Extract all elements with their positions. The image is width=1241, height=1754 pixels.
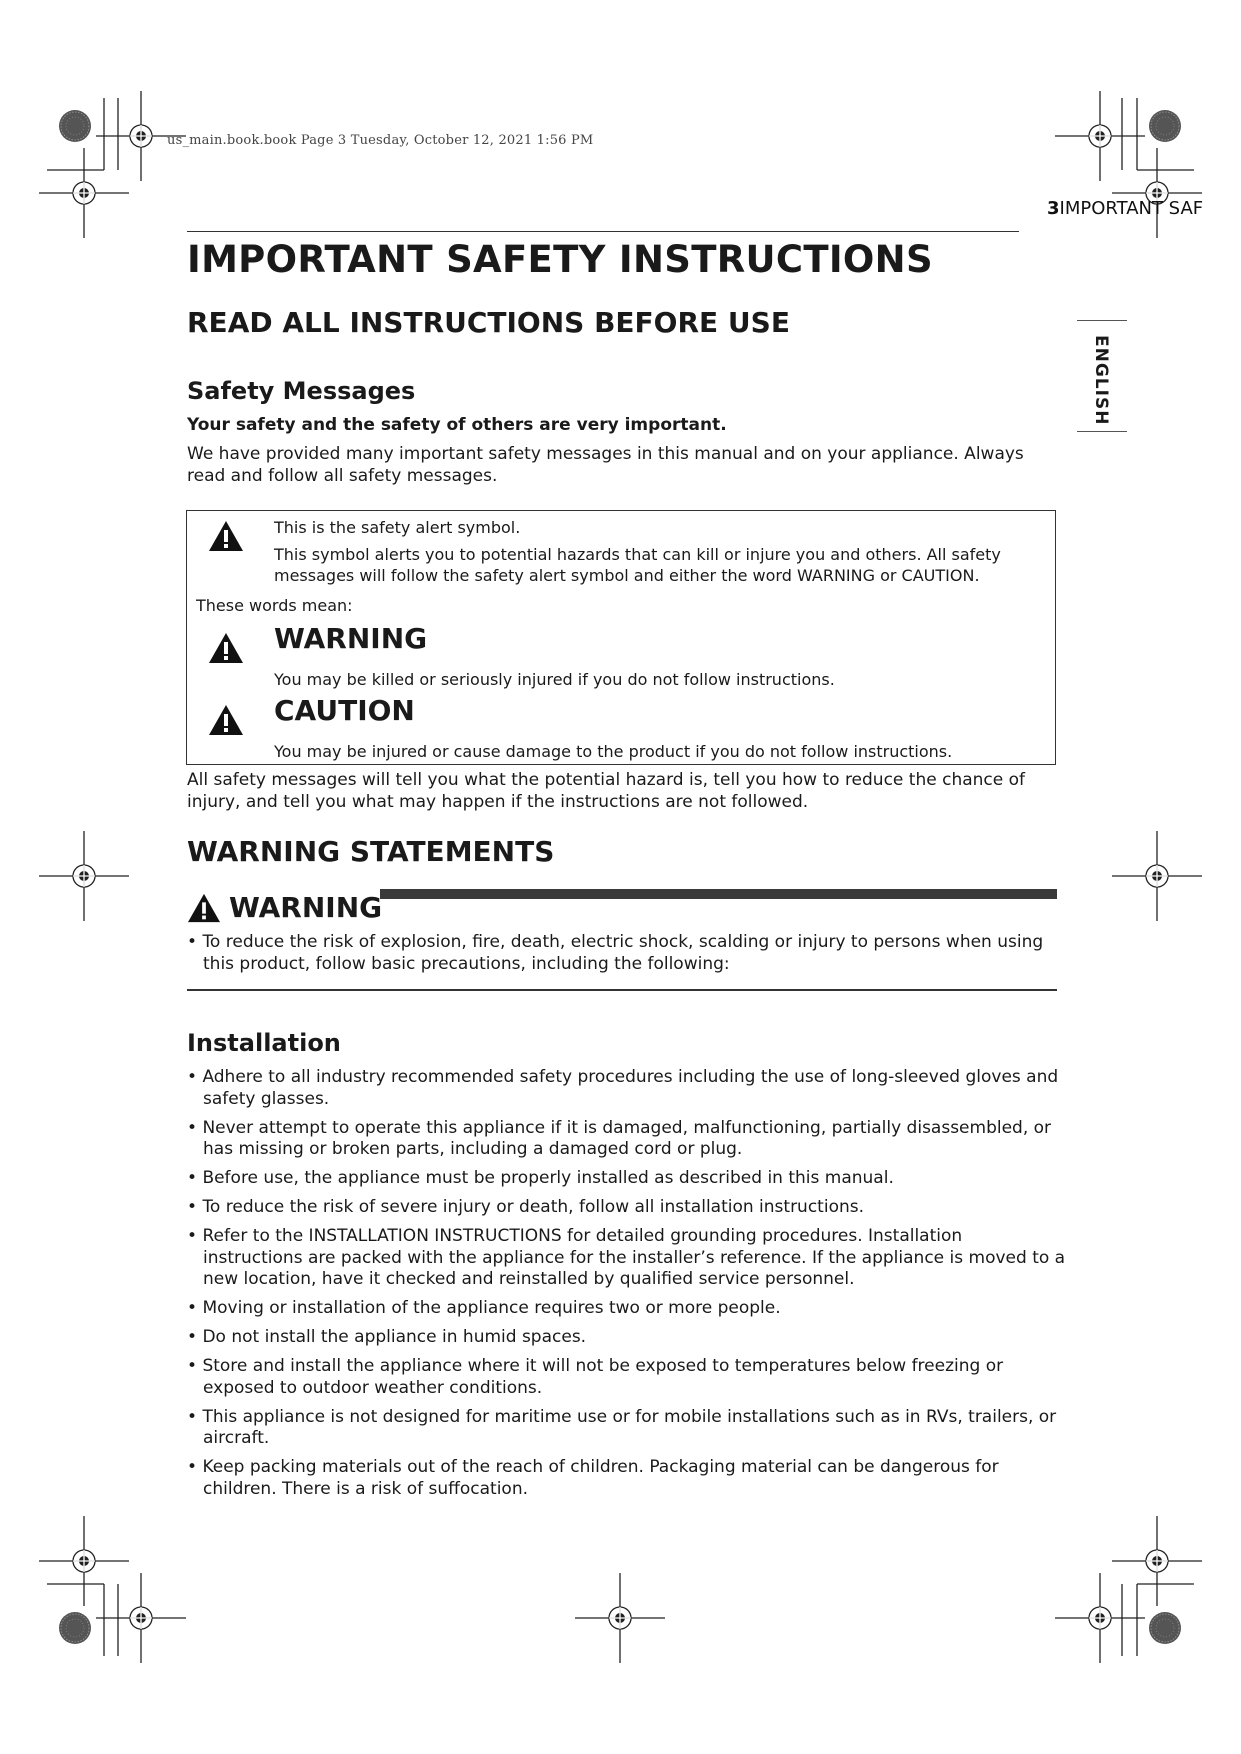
symbol-description: This symbol alerts you to potential hazards that can kill or injure you and others. All safety messages will follow the safety alert symbol and either the word WARNING or CAUTION. — [274, 545, 1001, 585]
list-item: • Moving or installation of the appliance requires two or more people. — [187, 1298, 1067, 1320]
list-item: • Keep packing materials out of the reach of children. Packaging material can be dangerous for children. There is a risk of suffocation. — [187, 1457, 1067, 1500]
safety-alert-icon — [208, 519, 244, 553]
language-tab-label: ENGLISH — [1091, 335, 1111, 426]
warning-statements-heading: WARNING STATEMENTS — [187, 835, 555, 868]
list-item: • This appliance is not designed for maritime use or for mobile installations such as in RVs, trailers, or aircraft. — [187, 1407, 1067, 1450]
safety-messages-heading: Safety Messages — [187, 377, 416, 405]
safety-alert-box — [186, 510, 1056, 765]
warning-bar — [380, 889, 1057, 899]
warning-label — [187, 891, 382, 924]
list-item: • Refer to the INSTALLATION INSTRUCTIONS for detailed grounding procedures. Installation instructions are packed with the appliance for the installer’s reference. If the appliance is moved to a new location, have it checked and reinstalled by qualified service personnel. — [187, 1226, 1067, 1291]
running-header — [1047, 198, 1207, 226]
warning-bullet-text: To reduce the risk of explosion, fire, death, electric shock, scalding or injury to persons when using this product, follow basic precautions, including the following: — [202, 932, 1044, 974]
list-item: • Store and install the appliance where it will not be exposed to temperatures below freezing or exposed to outdoor weather conditions. — [187, 1356, 1067, 1399]
caution-description: You may be injured or cause damage to the product if you do not follow instructions. — [274, 742, 953, 761]
warning-alert-icon — [208, 631, 244, 665]
caution-word: CAUTION — [274, 694, 415, 727]
page-number: 3 — [1047, 198, 1060, 219]
list-item: • Never attempt to operate this appliance if it is damaged, malfunctioning, partially disassembled, or has missing or broken parts, including a damaged cord or plug. — [187, 1118, 1067, 1161]
caution-alert-icon — [208, 703, 244, 737]
header-rule — [187, 231, 1019, 232]
warning-rule — [187, 989, 1057, 991]
warning-bullet: • To reduce the risk of explosion, fire, death, electric shock, scalding or injury to persons when using this product, follow basic precautions, including the following: — [187, 932, 1044, 974]
installation-heading: Installation — [187, 1029, 341, 1057]
list-item: • To reduce the risk of severe injury or death, follow all installation instructions. — [187, 1197, 1067, 1219]
warning-triangle-icon — [187, 892, 221, 924]
warning-label-text: WARNING — [229, 891, 383, 924]
installation-list — [187, 1067, 1067, 1508]
running-header-section: IMPORTANT SAF — [1059, 198, 1204, 219]
list-item: • Adhere to all industry recommended safety procedures including the use of long-sleeved gloves and safety glasses. — [187, 1067, 1067, 1110]
safety-intro: We have provided many important safety messages in this manual and on your appliance. Always read and follow all safety messages. — [187, 444, 1024, 486]
list-item: • Do not install the appliance in humid spaces. — [187, 1327, 1067, 1349]
page-subtitle: READ ALL INSTRUCTIONS BEFORE USE — [187, 306, 790, 339]
list-item: • Before use, the appliance must be properly installed as described in this manual. — [187, 1168, 1067, 1190]
words-mean: These words mean: — [196, 596, 353, 615]
warning-description: You may be killed or seriously injured if you do not follow instructions. — [274, 670, 835, 689]
print-info: us_main.book.book Page 3 Tuesday, October 12, 2021 1:56 PM — [167, 133, 594, 148]
safety-lead: Your safety and the safety of others are very important. — [187, 415, 727, 435]
symbol-line: This is the safety alert symbol. — [274, 518, 521, 537]
after-box-text: All safety messages will tell you what the potential hazard is, tell you how to reduce the chance of injury, and tell you what may happen if the instructions are not followed. — [187, 770, 1026, 812]
language-tab — [1077, 320, 1127, 432]
warning-word: WARNING — [274, 622, 428, 655]
page-title: IMPORTANT SAFETY INSTRUCTIONS — [187, 238, 933, 281]
